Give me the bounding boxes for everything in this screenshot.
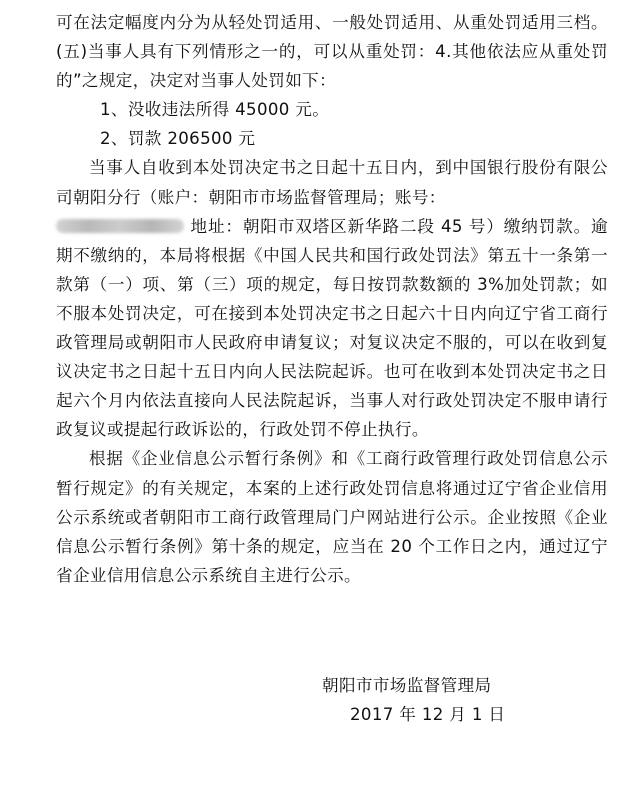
signature-block [322, 671, 542, 729]
redacted-account-number [56, 219, 184, 233]
document-body [56, 8, 608, 590]
penalty-item-confiscation: 1、没收违法所得 45000 元。 [100, 100, 330, 120]
paragraph-public-disclosure: 根据《企业信息公示暂行条例》和《工商行政管理行政处罚信息公示暂行规定》的有关规定，本案的上述行政处罚信息将通过辽宁省企业信用公示系统或者朝阳市工商行政管理局门户网站进行公示。企业按照《企业信息公示暂行条例》第十条的规定，应当在 20 个工作日之内，通过辽宁省企业信用信息公示系统自主进行公示。 [56, 449, 608, 585]
paragraph-penalty-basis: 可在法定幅度内分为从轻处罚适用、一般处罚适用、从重处罚适用三档。(五)当事人具有下列情形之一的，可以从重处罚：4.其他依法应从重处罚的”之规定，决定对当事人处罚如下： [56, 13, 608, 91]
paragraph-payment-instructions [56, 153, 608, 444]
payment-instructions-text-continued: 地址：朝阳市双塔区新华路二段 45 号）缴纳罚款。逾期不缴纳的，本局将根据《中国人民共和国行政处罚法》第五十一条第一款第（一）项、第（三）项的规定，每日按罚款数额的 3%加处罚款；如不服本处罚决定，可在接到本处罚决定书之日起六十日内向辽宁省工商行政管理局或朝阳市人民政府申请复议；对复议决定不服的，可以在收到复议决定书之日起十五日内向人民法院起诉。也可在收到本处罚决定书之日起六个月内依法直接向人民法院起诉，当事人对行政处罚决定不服申请行政复议或提起行政诉讼的，行政处罚不停止执行。 [56, 216, 608, 440]
penalty-item-fine: 2、罚款 206500 元 [100, 129, 256, 149]
issue-date: 2017 年 12 月 1 日 [350, 705, 506, 725]
payment-instructions-text: 当事人自收到本处罚决定书之日起十五日内，到中国银行股份有限公司朝阳分行（账户：朝阳市市场监督管理局；账号： [56, 158, 608, 207]
issuing-organization: 朝阳市市场监督管理局 [322, 676, 492, 695]
